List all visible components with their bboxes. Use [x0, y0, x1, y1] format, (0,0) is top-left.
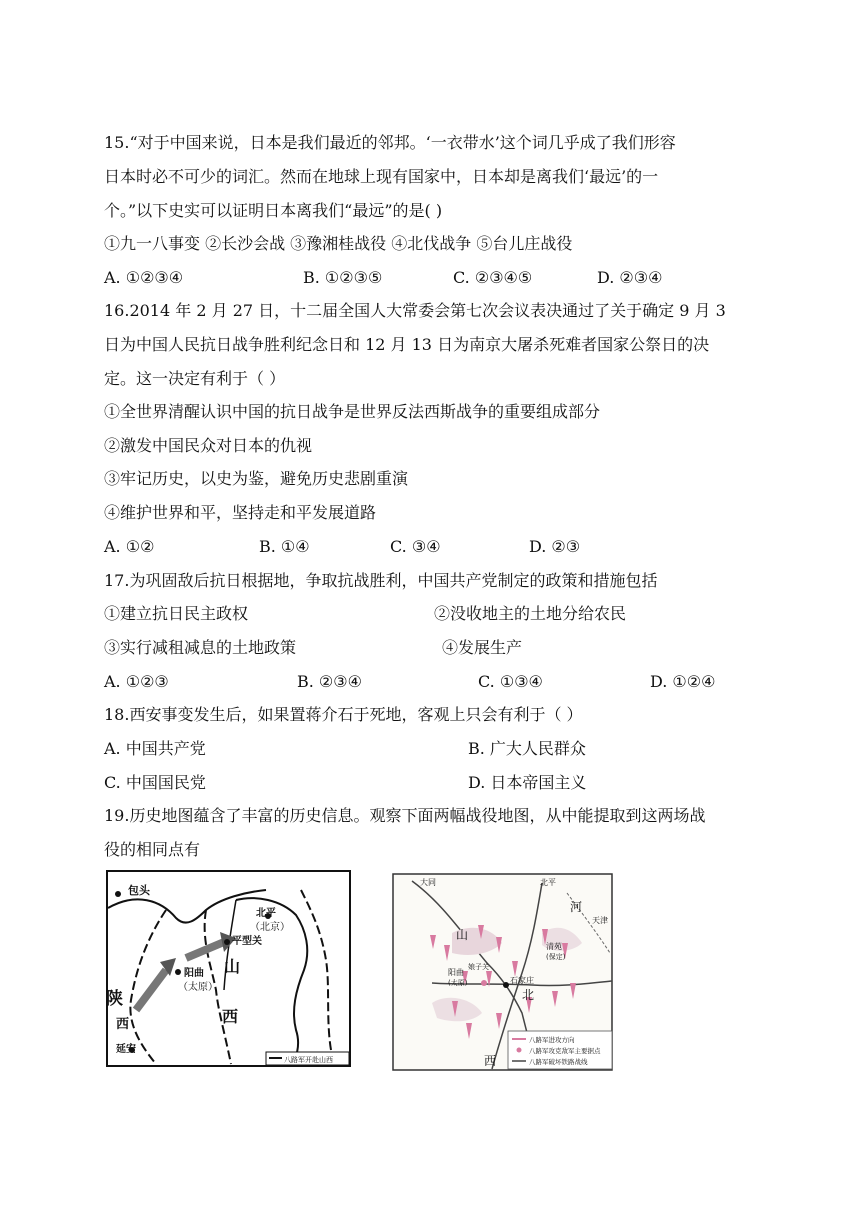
q19-line-2: 役的相同点有	[104, 840, 201, 859]
label-xi-2: 西	[222, 1007, 239, 1026]
q17-option-c: C. ①③④	[478, 672, 543, 691]
q16-item-1: ①全世界清醒认识中国的抗日战争是世界反法西斯战争的重要组成部分	[104, 402, 601, 421]
legend-attack: 八路军进攻方向	[529, 1036, 575, 1044]
label-shan-2: 山	[456, 928, 469, 942]
q16-option-a: A. ①②	[104, 537, 155, 556]
label-datong: 大同	[420, 878, 436, 887]
q16-option-c: C. ③④	[390, 537, 441, 556]
legend-railway: 八路军破坏铁路战线	[529, 1058, 588, 1066]
q15-option-b: B. ①②③⑤	[303, 268, 383, 287]
battle-map-pingxingguan	[106, 870, 351, 1067]
q16-line-1: 16.2014 年 2 月 27 日，十二届全国人大常委会第七次会议表决通过了关于确定 9 月 3	[104, 301, 726, 320]
q16-item-4: ④维护世界和平，坚持走和平发展道路	[104, 503, 377, 522]
label-yangqu: 阳曲	[184, 968, 204, 979]
city-dot-pingxingguan	[224, 939, 230, 945]
label-bei: 北	[522, 988, 535, 1002]
label-tianjin: 天津	[592, 916, 608, 925]
q15-line-3: 个。”以下史实可以证明日本离我们“最远”的是( )	[104, 201, 443, 220]
label-beijing: （北京）	[250, 922, 290, 933]
label-pingxingguan: 平型关	[232, 936, 262, 947]
label-yanan: 延安	[116, 1044, 136, 1055]
q19-line-1: 19.历史地图蕴含了丰富的历史信息。观察下面两幅战役地图，从中能提取到这两场战	[104, 806, 706, 825]
q16-item-2: ②激发中国民众对日本的仇视	[104, 436, 313, 455]
q17-option-d: D. ①②④	[650, 672, 716, 691]
label-niangziguan: 娘子关	[468, 963, 489, 971]
q17-stem: 17.为巩固敌后抗日根据地，争取抗战胜利，中国共产党制定的政策和措施包括	[104, 571, 658, 590]
q15-option-d: D. ②③④	[597, 268, 663, 287]
city-dot-shijiazhuang	[503, 982, 509, 988]
label-shan: 山	[224, 957, 241, 976]
q16-line-2: 日为中国人民抗日战争胜利纪念日和 12 月 13 日为南京大屠杀死难者国家公祭日的决	[104, 335, 710, 354]
city-dot-yangqu	[175, 969, 181, 975]
label-taiyuan: （太原）	[178, 982, 218, 993]
q17-item-4: ④发展生产	[442, 638, 523, 657]
label-taiyuan-2: (太原)	[448, 979, 468, 987]
q17-item-1: ①建立抗日民主政权	[104, 604, 249, 623]
city-dot-baotou	[115, 891, 121, 897]
q15-line-2: 日本时必不可少的词汇。然而在地球上现有国家中，日本却是离我们‘最远’的一	[104, 167, 659, 186]
legend-stronghold: 八路军攻克敌军主要据点	[529, 1047, 601, 1055]
q15-option-a: A. ①②③④	[104, 268, 184, 287]
label-xi-1: 西	[116, 1017, 130, 1032]
label-beiping: 北平	[256, 908, 276, 919]
q16-option-b: B. ①④	[259, 537, 310, 556]
q18-option-d: D. 日本帝国主义	[468, 773, 587, 792]
q16-line-3: 定。这一决定有利于（ ）	[104, 369, 286, 388]
label-qingyuan: 清苑	[546, 942, 562, 951]
q17-option-b: B. ②③④	[297, 672, 362, 691]
q18-option-b: B. 广大人民群众	[468, 739, 586, 758]
q18-option-a: A. 中国共产党	[104, 739, 206, 758]
label-shijiazhuang: 石家庄	[510, 976, 534, 985]
q17-item-3: ③实行减租减息的土地政策	[104, 638, 297, 657]
q15-option-c: C. ②③④⑤	[453, 268, 533, 287]
q17-item-2: ②没收地主的土地分给农民	[434, 604, 627, 623]
q18-option-c: C. 中国国民党	[104, 773, 206, 792]
q15-items: ①九一八事变 ②长沙会战 ③豫湘桂战役 ④北伐战争 ⑤台儿庄战役	[104, 234, 573, 253]
label-xi-3: 西	[484, 1054, 497, 1068]
q15-line-1: 15.“对于中国来说，日本是我们最近的邻邦。‘一衣带水’这个词几乎成了我们形容	[104, 133, 676, 152]
label-yangqu-2: 阳曲	[448, 968, 464, 977]
q16-item-3: ③牢记历史，以史为鉴，避免历史悲剧重演	[104, 469, 409, 488]
q18-stem: 18.西安事变发生后，如果置蒋介石于死地，客观上只会有利于（ ）	[104, 705, 583, 724]
q16-option-d: D. ②③	[529, 537, 581, 556]
battle-map-baituan	[392, 873, 613, 1071]
q17-option-a: A. ①②③	[104, 672, 169, 691]
label-baotou: 包头	[128, 884, 150, 897]
legend-map1: 八路军开赴山西	[284, 1056, 333, 1064]
label-beiping-2: 北平	[540, 878, 556, 887]
label-he: 河	[570, 900, 583, 914]
label-shaan: 陕	[106, 989, 123, 1009]
label-baoding: (保定)	[546, 953, 566, 961]
